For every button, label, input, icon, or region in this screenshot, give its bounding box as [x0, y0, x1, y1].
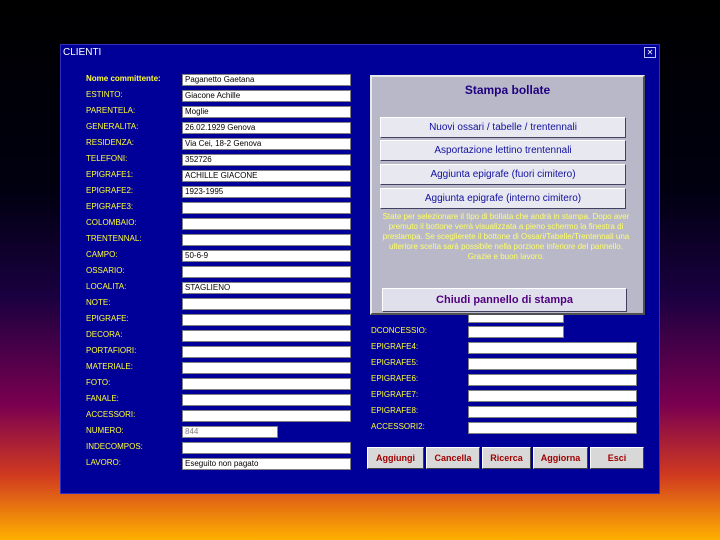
label-materiale: MATERIALE: [86, 362, 133, 371]
field-numero[interactable]: 844 [182, 426, 278, 438]
label-epigrafe4: EPIGRAFE4: [371, 342, 419, 351]
field-parentela[interactable]: Moglie [182, 106, 351, 118]
field-portafiori[interactable] [182, 346, 351, 358]
field-accessori2[interactable] [468, 422, 637, 434]
field-fanale[interactable] [182, 394, 351, 406]
label-epigrafe7: EPIGRAFE7: [371, 390, 419, 399]
field-epigrafe5[interactable] [468, 358, 637, 370]
label-epigrafe6: EPIGRAFE6: [371, 374, 419, 383]
label-accessori: ACCESSORI: [86, 410, 136, 419]
label-localita: LOCALITA: [86, 282, 127, 291]
print-panel-note: State per selezionare il tipo di bollata che andrà in stampa. Dopo aver premuto il bottone verrà visualizzata a pieno schermo la finestra di prestampa. Se sceglierete il bottone di Ossari/Tabelle/Trentennali una ulteriore scelta sarà possibile nella porzione inferiore del pannello. Grazie e buon lavoro. [382, 212, 630, 261]
cancella-button[interactable]: Cancella [426, 447, 480, 469]
field-epigrafe4[interactable] [468, 342, 637, 354]
window-title: CLIENTI [63, 47, 102, 58]
label-epigrafe3: EPIGRAFE3: [86, 202, 134, 211]
field-campo[interactable]: 50-6-9 [182, 250, 351, 262]
label-dconcessio: DCONCESSIO: [371, 326, 428, 335]
field-epigrafe6[interactable] [468, 374, 637, 386]
label-epigrafe2: EPIGRAFE2: [86, 186, 134, 195]
label-note: NOTE: [86, 298, 111, 307]
field-epigrafe8[interactable] [468, 406, 637, 418]
print-panel [370, 75, 645, 315]
field-accessori[interactable] [182, 410, 351, 422]
label-accessori2: ACCESSORI2: [371, 422, 425, 431]
label-parentela: PARENTELA: [86, 106, 136, 115]
field-epigrafe3[interactable] [182, 202, 351, 214]
ricerca-button[interactable]: Ricerca [482, 447, 531, 469]
field-localita[interactable]: STAGLIENO [182, 282, 351, 294]
field-indecompos[interactable] [182, 442, 351, 454]
label-indecompos: INDECOMPOS: [86, 442, 143, 451]
label-telefoni: TELEFONI: [86, 154, 128, 163]
label-fanale: FANALE: [86, 394, 119, 403]
field-nome-committente[interactable]: Paganetto Gaetana [182, 74, 351, 86]
label-epigrafe8: EPIGRAFE8: [371, 406, 419, 415]
nuovi-ossari-button[interactable]: Nuovi ossari / tabelle / trentennali [380, 117, 626, 138]
label-residenza: RESIDENZA: [86, 138, 135, 147]
asportazione-lettino-button[interactable]: Asportazione lettino trentennali [380, 140, 626, 161]
aggiorna-button[interactable]: Aggiorna [533, 447, 588, 469]
close-print-panel-button[interactable]: Chiudi pannello di stampa [382, 288, 627, 312]
aggiungi-button[interactable]: Aggiungi [367, 447, 424, 469]
label-decora: DECORA: [86, 330, 123, 339]
field-ossario[interactable] [182, 266, 351, 278]
field-epigrafe7[interactable] [468, 390, 637, 402]
label-ossario: OSSARIO: [86, 266, 125, 275]
field-colombaio[interactable] [182, 218, 351, 230]
print-panel-title: Stampa bollate [464, 83, 551, 97]
field-materiale[interactable] [182, 362, 351, 374]
field-lavoro[interactable]: Eseguito non pagato [182, 458, 351, 470]
field-telefoni[interactable]: 352726 [182, 154, 351, 166]
field-estinto[interactable]: Giacone Achille [182, 90, 351, 102]
label-generalita: GENERALITA: [86, 122, 139, 131]
label-epigrafe5: EPIGRAFE5: [371, 358, 419, 367]
close-icon[interactable]: ✕ [644, 47, 656, 58]
label-colombaio: COLOMBAIO: [86, 218, 137, 227]
epigrafe-fuori-button[interactable]: Aggiunta epigrafe (fuori cimitero) [380, 164, 626, 185]
esci-button[interactable]: Esci [590, 447, 644, 469]
field-foto[interactable] [182, 378, 351, 390]
field-trentennal[interactable] [182, 234, 351, 246]
label-nome-committente: Nome committente: [86, 74, 161, 83]
epigrafe-interno-button[interactable]: Aggiunta epigrafe (interno cimitero) [380, 188, 626, 209]
clienti-window [60, 44, 660, 494]
label-numero: NUMERO: [86, 426, 124, 435]
label-epigrafe: EPIGRAFE: [86, 314, 129, 323]
field-epigrafe[interactable] [182, 314, 351, 326]
field-decora[interactable] [182, 330, 351, 342]
field-residenza[interactable]: Via Cei, 18-2 Genova [182, 138, 351, 150]
label-campo: CAMPO: [86, 250, 118, 259]
field-generalita[interactable]: 26.02.1929 Genova [182, 122, 351, 134]
field-note[interactable] [182, 298, 351, 310]
field-epigrafe2[interactable]: 1923-1995 [182, 186, 351, 198]
field-epigrafe1[interactable]: ACHILLE GIACONE [182, 170, 351, 182]
field-dconcessio[interactable] [468, 326, 564, 338]
label-foto: FOTO: [86, 378, 111, 387]
label-lavoro: LAVORO: [86, 458, 121, 467]
label-epigrafe1: EPIGRAFE1: [86, 170, 134, 179]
label-trentennal: TRENTENNAL: [86, 234, 142, 243]
label-estinto: ESTINTO: [86, 90, 123, 99]
label-portafiori: PORTAFIORI: [86, 346, 137, 355]
